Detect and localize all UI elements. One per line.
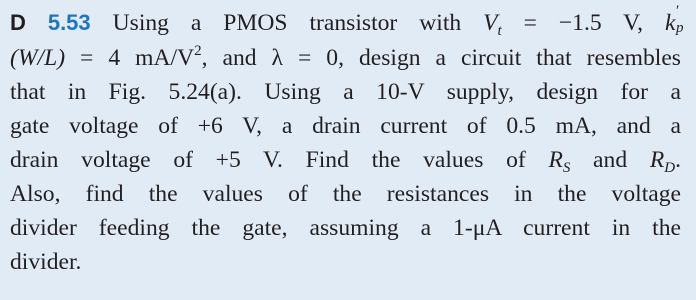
vt-subscript: t: [497, 23, 502, 39]
problem-line-1: [10, 3, 684, 40]
vt-value: = −1.5 V,: [501, 10, 665, 36]
kp-subscript: p: [676, 20, 684, 36]
kp-value: = 4 mA/V: [65, 45, 195, 71]
rs-symbol: R: [548, 147, 563, 173]
text-segment: and: [570, 147, 650, 173]
problem-number: 5.53: [47, 10, 91, 35]
kp-symbol: k: [665, 10, 676, 36]
rd-symbol: R: [649, 147, 665, 173]
problem-line-7: divider feeding the gate, assuming a 1-μA current in the: [10, 215, 681, 241]
text-segment: Using a PMOS transistor with: [112, 10, 484, 36]
problem-line-8: divider.: [10, 249, 82, 275]
text-segment: .: [675, 147, 681, 173]
rs-subscript: S: [562, 160, 571, 176]
kp-prime: ′: [676, 3, 680, 19]
problem-line-3: that in Fig. 5.24(a). Using a 10-V supply, design for a: [10, 79, 681, 105]
problem-line-4: gate voltage of +6 V, a drain current of 0.5 mA, and a: [10, 113, 681, 139]
kp-symbol-group: [665, 3, 684, 40]
vt-symbol: V: [483, 10, 498, 36]
problem-line-6: Also, find the values of the resistances in the voltage: [10, 181, 681, 207]
squared-superscript: 2: [194, 43, 202, 59]
design-tag: D: [10, 10, 26, 35]
text-segment: drain voltage of +5 V. Find the values of: [10, 147, 549, 173]
rd-subscript: D: [664, 160, 676, 176]
wl-ratio: (W/L): [10, 45, 66, 71]
problem-line-5: [10, 143, 681, 177]
text-segment: , and λ = 0, design a circuit that resembles: [201, 45, 681, 71]
problem-line-2: [10, 41, 681, 75]
